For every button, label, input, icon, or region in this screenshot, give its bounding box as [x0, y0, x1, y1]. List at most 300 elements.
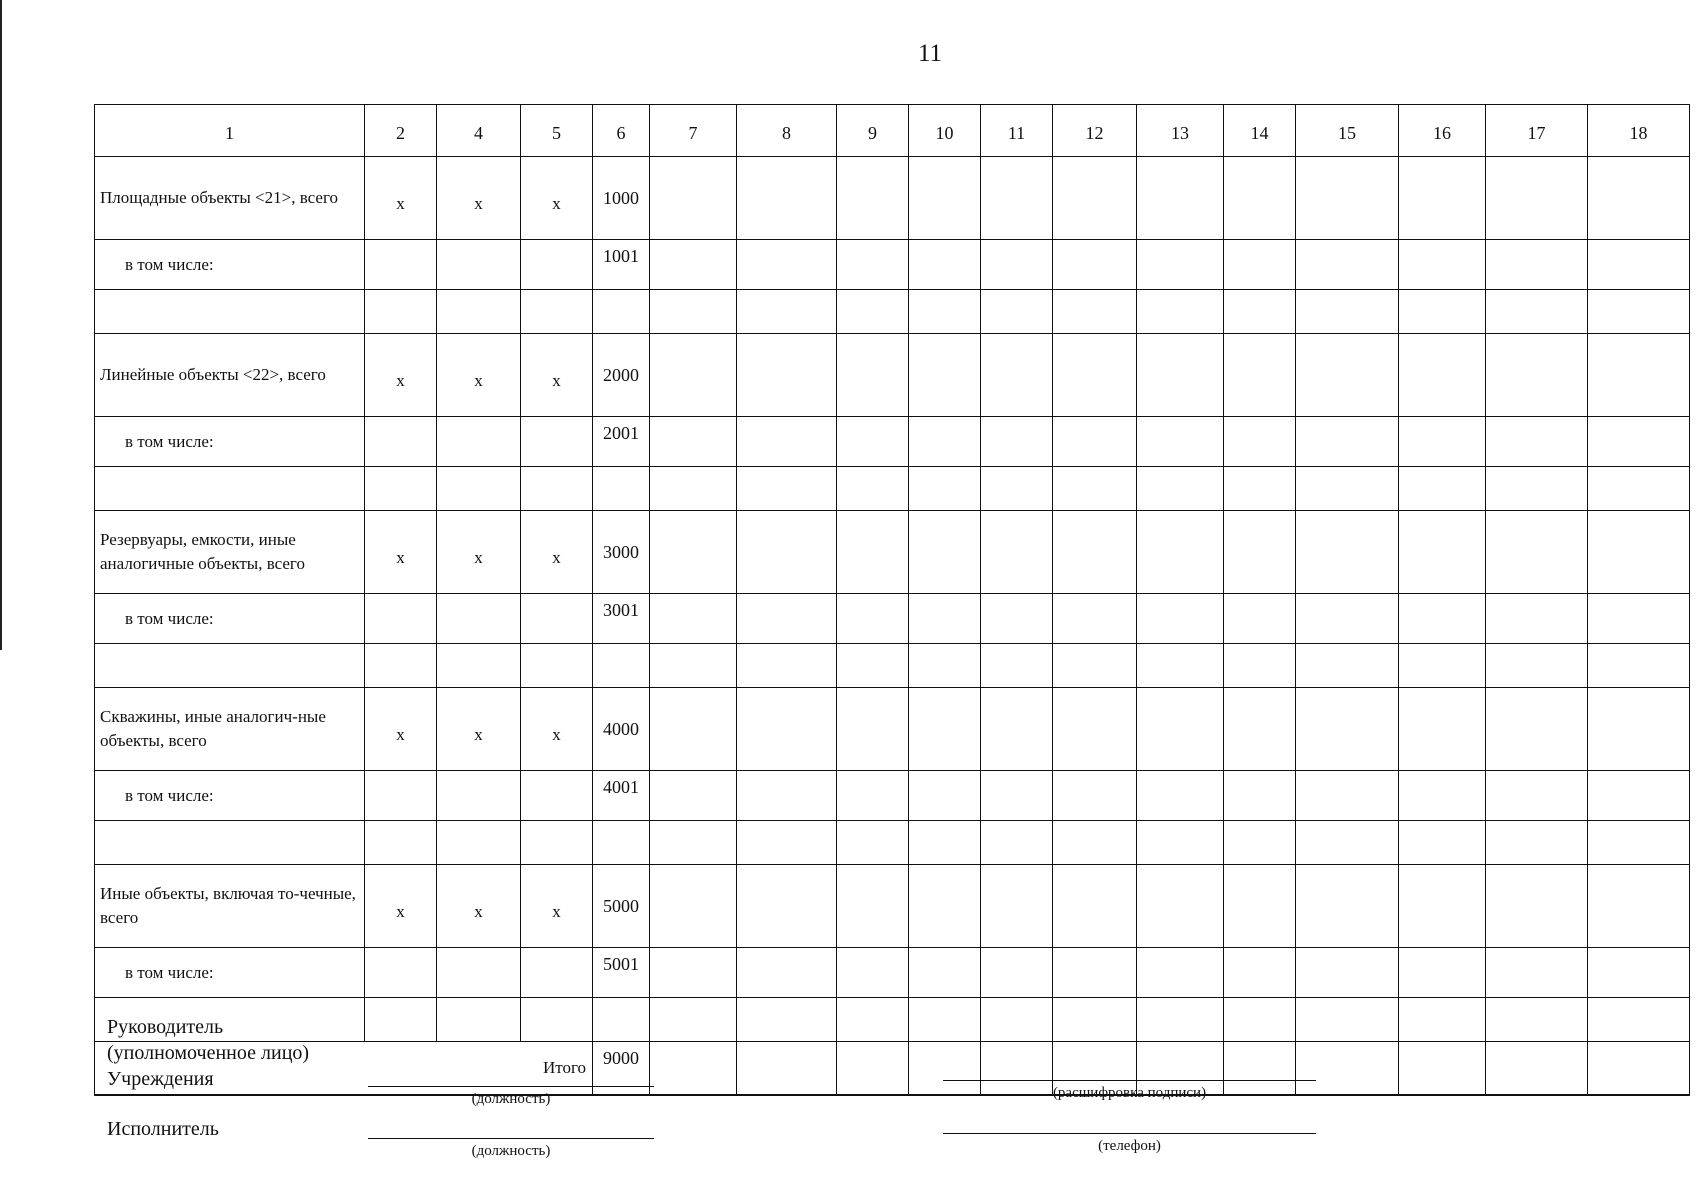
value-cell[interactable]: [1137, 998, 1224, 1042]
value-cell[interactable]: [437, 290, 521, 334]
value-cell[interactable]: [1224, 948, 1296, 998]
value-cell[interactable]: [1224, 771, 1296, 821]
value-cell[interactable]: [437, 240, 521, 290]
position-caption-1: (должность): [471, 1091, 551, 1107]
value-cell[interactable]: [1053, 157, 1137, 240]
value-cell[interactable]: [981, 334, 1053, 417]
value-cell[interactable]: [1224, 821, 1296, 865]
value-cell[interactable]: [837, 998, 909, 1042]
value-cell[interactable]: [1296, 467, 1399, 511]
value-cell[interactable]: [1399, 334, 1486, 417]
blank-label-cell[interactable]: [95, 644, 365, 688]
value-cell[interactable]: [981, 157, 1053, 240]
blank-row: [95, 644, 1690, 688]
x-mark-cell: x: [437, 865, 521, 948]
group-label: Иные объекты, включая то-чечные, всего: [95, 865, 365, 948]
value-cell[interactable]: [521, 998, 593, 1042]
value-cell[interactable]: [1137, 948, 1224, 998]
value-cell[interactable]: [737, 594, 837, 644]
value-cell[interactable]: [650, 771, 737, 821]
value-cell[interactable]: [1399, 771, 1486, 821]
head-label-line-1: Руководитель: [107, 1016, 224, 1038]
value-cell[interactable]: [737, 290, 837, 334]
value-cell[interactable]: [981, 290, 1053, 334]
value-cell[interactable]: [737, 644, 837, 688]
x-mark-cell: x: [437, 334, 521, 417]
value-cell[interactable]: [650, 594, 737, 644]
value-cell[interactable]: [521, 467, 593, 511]
header-cell: 10: [909, 105, 981, 157]
value-cell[interactable]: [521, 417, 593, 467]
header-row: [95, 105, 1690, 157]
left-margin-rule: [0, 0, 2, 650]
head-label-line-3: Учреждения: [107, 1068, 214, 1090]
header-cell: 9: [837, 105, 909, 157]
value-cell[interactable]: [437, 998, 521, 1042]
value-cell[interactable]: [1399, 594, 1486, 644]
value-cell[interactable]: [1486, 1042, 1588, 1096]
row-code: 4000: [593, 688, 650, 771]
value-cell[interactable]: [1224, 467, 1296, 511]
value-cell[interactable]: [521, 948, 593, 998]
value-cell[interactable]: [1399, 290, 1486, 334]
header-cell: 16: [1399, 105, 1486, 157]
value-cell[interactable]: [981, 688, 1053, 771]
value-cell[interactable]: [1399, 240, 1486, 290]
value-cell[interactable]: [1486, 688, 1588, 771]
report-table: [94, 104, 1690, 1096]
value-cell[interactable]: [737, 1042, 837, 1096]
value-cell[interactable]: [1588, 644, 1690, 688]
value-cell[interactable]: [837, 821, 909, 865]
sub-label: в том числе:: [95, 240, 365, 290]
value-cell[interactable]: [521, 821, 593, 865]
value-cell[interactable]: [837, 334, 909, 417]
value-cell[interactable]: [737, 948, 837, 998]
value-cell[interactable]: [981, 998, 1053, 1042]
header-cell: 15: [1296, 105, 1399, 157]
value-cell[interactable]: [737, 865, 837, 948]
value-cell[interactable]: [1224, 290, 1296, 334]
value-cell[interactable]: [365, 467, 437, 511]
value-cell[interactable]: [437, 417, 521, 467]
value-cell[interactable]: [365, 594, 437, 644]
value-cell[interactable]: [650, 467, 737, 511]
value-cell[interactable]: [981, 511, 1053, 594]
header-cell: 2: [365, 105, 437, 157]
value-cell[interactable]: [1053, 998, 1137, 1042]
value-cell[interactable]: [1588, 240, 1690, 290]
value-cell[interactable]: [837, 290, 909, 334]
value-cell[interactable]: [593, 467, 650, 511]
value-cell[interactable]: [650, 417, 737, 467]
value-cell[interactable]: [1296, 644, 1399, 688]
header-cell: 5: [521, 105, 593, 157]
header-cell: 4: [437, 105, 521, 157]
value-cell[interactable]: [837, 157, 909, 240]
value-cell[interactable]: [981, 865, 1053, 948]
value-cell[interactable]: [1399, 417, 1486, 467]
value-cell[interactable]: [1296, 511, 1399, 594]
sub-row-code: 4001: [593, 771, 650, 821]
value-cell[interactable]: [521, 290, 593, 334]
value-cell[interactable]: [1588, 688, 1690, 771]
value-cell[interactable]: [650, 1042, 737, 1096]
value-cell[interactable]: [650, 240, 737, 290]
value-cell[interactable]: [909, 334, 981, 417]
phone-line[interactable]: [943, 1133, 1316, 1134]
value-cell[interactable]: [981, 644, 1053, 688]
x-mark-cell: x: [365, 688, 437, 771]
value-cell[interactable]: [1053, 240, 1137, 290]
group-row: [95, 157, 1690, 240]
blank-label-cell[interactable]: [95, 821, 365, 865]
value-cell[interactable]: [909, 948, 981, 998]
row-code: 5000: [593, 865, 650, 948]
value-cell[interactable]: [981, 594, 1053, 644]
value-cell[interactable]: [1588, 1042, 1690, 1096]
row-code: 1000: [593, 157, 650, 240]
value-cell[interactable]: [1224, 417, 1296, 467]
value-cell[interactable]: [1486, 157, 1588, 240]
x-mark-cell: x: [365, 511, 437, 594]
value-cell[interactable]: [837, 948, 909, 998]
value-cell[interactable]: [737, 157, 837, 240]
header-cell: 1: [95, 105, 365, 157]
sub-row-code: 1001: [593, 240, 650, 290]
value-cell[interactable]: [909, 290, 981, 334]
value-cell[interactable]: [1296, 688, 1399, 771]
total-code: 9000: [593, 1042, 650, 1096]
value-cell[interactable]: [1296, 771, 1399, 821]
header-cell: 18: [1588, 105, 1690, 157]
value-cell[interactable]: [1137, 865, 1224, 948]
value-cell[interactable]: [1588, 290, 1690, 334]
value-cell[interactable]: [437, 594, 521, 644]
value-cell[interactable]: [1486, 644, 1588, 688]
value-cell[interactable]: [837, 594, 909, 644]
position-signature-line-1[interactable]: [368, 1086, 654, 1087]
value-cell[interactable]: [437, 644, 521, 688]
value-cell[interactable]: [1588, 417, 1690, 467]
value-cell[interactable]: [737, 771, 837, 821]
value-cell[interactable]: [737, 688, 837, 771]
value-cell[interactable]: [593, 998, 650, 1042]
value-cell[interactable]: [909, 240, 981, 290]
group-label: Линейные объекты <22>, всего: [95, 334, 365, 417]
value-cell[interactable]: [365, 948, 437, 998]
value-cell[interactable]: [365, 417, 437, 467]
value-cell[interactable]: [593, 644, 650, 688]
value-cell[interactable]: [1224, 240, 1296, 290]
header-cell: 11: [981, 105, 1053, 157]
value-cell[interactable]: [737, 417, 837, 467]
value-cell[interactable]: [593, 821, 650, 865]
header-cell: 7: [650, 105, 737, 157]
blank-row: [95, 821, 1690, 865]
value-cell[interactable]: [1486, 417, 1588, 467]
value-cell[interactable]: [1486, 821, 1588, 865]
value-cell[interactable]: [1486, 467, 1588, 511]
value-cell[interactable]: [1224, 511, 1296, 594]
value-cell[interactable]: [981, 948, 1053, 998]
value-cell[interactable]: [1296, 594, 1399, 644]
value-cell[interactable]: [1137, 417, 1224, 467]
value-cell[interactable]: [1053, 865, 1137, 948]
value-cell[interactable]: [1399, 511, 1486, 594]
value-cell[interactable]: [909, 865, 981, 948]
value-cell[interactable]: [1296, 948, 1399, 998]
value-cell[interactable]: [1588, 998, 1690, 1042]
value-cell[interactable]: [1588, 511, 1690, 594]
head-label: [107, 1014, 309, 1092]
header-cell: 8: [737, 105, 837, 157]
value-cell[interactable]: [837, 688, 909, 771]
value-cell[interactable]: [1399, 998, 1486, 1042]
value-cell[interactable]: [737, 334, 837, 417]
value-cell[interactable]: [365, 290, 437, 334]
value-cell[interactable]: [1224, 594, 1296, 644]
value-cell[interactable]: [1053, 771, 1137, 821]
value-cell[interactable]: [650, 644, 737, 688]
value-cell[interactable]: [1588, 334, 1690, 417]
group-row: [95, 511, 1690, 594]
value-cell[interactable]: [1399, 1042, 1486, 1096]
value-cell[interactable]: [1053, 644, 1137, 688]
x-mark-cell: x: [521, 157, 593, 240]
x-mark-cell: x: [521, 511, 593, 594]
value-cell[interactable]: [1296, 240, 1399, 290]
value-cell[interactable]: [1486, 290, 1588, 334]
row-code: 3000: [593, 511, 650, 594]
value-cell[interactable]: [1137, 240, 1224, 290]
value-cell[interactable]: [650, 157, 737, 240]
blank-label-cell[interactable]: [95, 467, 365, 511]
value-cell[interactable]: [1137, 334, 1224, 417]
value-cell[interactable]: [1053, 688, 1137, 771]
value-cell[interactable]: [1053, 948, 1137, 998]
subtotal-row: [95, 240, 1690, 290]
value-cell[interactable]: [365, 240, 437, 290]
phone-caption: (телефон): [1098, 1138, 1161, 1154]
value-cell[interactable]: [1588, 157, 1690, 240]
value-cell[interactable]: [737, 998, 837, 1042]
value-cell[interactable]: [593, 290, 650, 334]
value-cell[interactable]: [1296, 821, 1399, 865]
value-cell[interactable]: [837, 467, 909, 511]
value-cell[interactable]: [1486, 771, 1588, 821]
value-cell[interactable]: [437, 467, 521, 511]
value-cell[interactable]: [1588, 771, 1690, 821]
value-cell[interactable]: [1224, 688, 1296, 771]
value-cell[interactable]: [1137, 511, 1224, 594]
value-cell[interactable]: [981, 821, 1053, 865]
value-cell[interactable]: [1399, 157, 1486, 240]
value-cell[interactable]: [1399, 865, 1486, 948]
value-cell[interactable]: [909, 688, 981, 771]
value-cell[interactable]: [437, 948, 521, 998]
value-cell[interactable]: [1296, 865, 1399, 948]
value-cell[interactable]: [1399, 948, 1486, 998]
value-cell[interactable]: [650, 290, 737, 334]
value-cell[interactable]: [1399, 644, 1486, 688]
value-cell[interactable]: [837, 771, 909, 821]
value-cell[interactable]: [1224, 998, 1296, 1042]
value-cell[interactable]: [837, 865, 909, 948]
value-cell[interactable]: [1399, 821, 1486, 865]
value-cell[interactable]: [1486, 594, 1588, 644]
subtotal-row: [95, 948, 1690, 998]
value-cell[interactable]: [837, 511, 909, 594]
header-cell: 14: [1224, 105, 1296, 157]
value-cell[interactable]: [837, 240, 909, 290]
value-cell[interactable]: [837, 1042, 909, 1096]
sub-label: в том числе:: [95, 594, 365, 644]
value-cell[interactable]: [1137, 821, 1224, 865]
value-cell[interactable]: [909, 467, 981, 511]
value-cell[interactable]: [1053, 334, 1137, 417]
value-cell[interactable]: [1588, 865, 1690, 948]
header-cell: 13: [1137, 105, 1224, 157]
sub-label: в том числе:: [95, 771, 365, 821]
x-mark-cell: x: [437, 511, 521, 594]
x-mark-cell: x: [521, 334, 593, 417]
value-cell[interactable]: [650, 334, 737, 417]
value-cell[interactable]: [1296, 290, 1399, 334]
value-cell[interactable]: [981, 771, 1053, 821]
blank-row: [95, 290, 1690, 334]
value-cell[interactable]: [1399, 467, 1486, 511]
value-cell[interactable]: [981, 240, 1053, 290]
value-cell[interactable]: [521, 240, 593, 290]
value-cell[interactable]: [1053, 594, 1137, 644]
value-cell[interactable]: [981, 417, 1053, 467]
value-cell[interactable]: [650, 688, 737, 771]
value-cell[interactable]: [981, 467, 1053, 511]
decode-caption: (расшифровка подписи): [1052, 1085, 1207, 1101]
value-cell[interactable]: [1486, 511, 1588, 594]
value-cell[interactable]: [1137, 467, 1224, 511]
value-cell[interactable]: [909, 998, 981, 1042]
group-label: Скважины, иные аналогич-ные объекты, всего: [95, 688, 365, 771]
x-mark-cell: x: [437, 688, 521, 771]
position-signature-line-2[interactable]: [368, 1138, 654, 1139]
value-cell[interactable]: [909, 417, 981, 467]
head-label-line-2: (уполномоченное лицо): [107, 1042, 310, 1064]
x-mark-cell: x: [365, 334, 437, 417]
value-cell[interactable]: [365, 644, 437, 688]
value-cell[interactable]: [1224, 865, 1296, 948]
value-cell[interactable]: [650, 821, 737, 865]
value-cell[interactable]: [1053, 290, 1137, 334]
value-cell[interactable]: [909, 821, 981, 865]
value-cell[interactable]: [1399, 688, 1486, 771]
position-caption-2: (должность): [471, 1143, 551, 1159]
value-cell[interactable]: [1053, 511, 1137, 594]
value-cell[interactable]: [909, 594, 981, 644]
value-cell[interactable]: [1137, 644, 1224, 688]
value-cell[interactable]: [521, 644, 593, 688]
header-cell: 17: [1486, 105, 1588, 157]
value-cell[interactable]: [650, 948, 737, 998]
value-cell[interactable]: [1588, 467, 1690, 511]
value-cell[interactable]: [1137, 594, 1224, 644]
value-cell[interactable]: [1296, 334, 1399, 417]
x-mark-cell: x: [521, 865, 593, 948]
value-cell[interactable]: [437, 771, 521, 821]
value-cell[interactable]: [1053, 417, 1137, 467]
value-cell[interactable]: [1588, 948, 1690, 998]
value-cell[interactable]: [909, 157, 981, 240]
header-cell: 6: [593, 105, 650, 157]
subtotal-row: [95, 594, 1690, 644]
value-cell[interactable]: [837, 417, 909, 467]
page-number: 11: [917, 40, 943, 67]
value-cell[interactable]: [1137, 290, 1224, 334]
value-cell[interactable]: [1588, 821, 1690, 865]
value-cell[interactable]: [737, 467, 837, 511]
value-cell[interactable]: [521, 594, 593, 644]
value-cell[interactable]: [1053, 467, 1137, 511]
group-label: Резервуары, емкости, иные аналогичные объекты, всего: [95, 511, 365, 594]
group-row: [95, 688, 1690, 771]
value-cell[interactable]: [437, 821, 521, 865]
blank-row: [95, 467, 1690, 511]
value-cell[interactable]: [909, 511, 981, 594]
subtotal-row: [95, 771, 1690, 821]
value-cell[interactable]: [1137, 771, 1224, 821]
value-cell[interactable]: [737, 511, 837, 594]
value-cell[interactable]: [650, 998, 737, 1042]
value-cell[interactable]: [1296, 417, 1399, 467]
value-cell[interactable]: [1224, 644, 1296, 688]
value-cell[interactable]: [1486, 865, 1588, 948]
sub-row-code: 3001: [593, 594, 650, 644]
sub-row-code: 2001: [593, 417, 650, 467]
group-label: Площадные объекты <21>, всего: [95, 157, 365, 240]
value-cell[interactable]: [1224, 157, 1296, 240]
value-cell[interactable]: [365, 998, 437, 1042]
value-cell[interactable]: [1486, 240, 1588, 290]
x-mark-cell: x: [365, 157, 437, 240]
value-cell[interactable]: [909, 771, 981, 821]
subtotal-row: [95, 417, 1690, 467]
value-cell[interactable]: [1486, 948, 1588, 998]
value-cell[interactable]: [909, 644, 981, 688]
sub-label: в том числе:: [95, 948, 365, 998]
value-cell[interactable]: [1486, 334, 1588, 417]
value-cell[interactable]: [365, 771, 437, 821]
total-row: [95, 1042, 1690, 1096]
value-cell[interactable]: [1053, 821, 1137, 865]
value-cell[interactable]: [1588, 594, 1690, 644]
value-cell[interactable]: [1137, 157, 1224, 240]
value-cell[interactable]: [1486, 998, 1588, 1042]
decode-signature-line[interactable]: [943, 1080, 1316, 1081]
value-cell[interactable]: [365, 821, 437, 865]
value-cell[interactable]: [837, 644, 909, 688]
value-cell[interactable]: [737, 821, 837, 865]
value-cell[interactable]: [737, 240, 837, 290]
value-cell[interactable]: [650, 511, 737, 594]
blank-label-cell[interactable]: [95, 290, 365, 334]
value-cell[interactable]: [1224, 334, 1296, 417]
value-cell[interactable]: [1296, 998, 1399, 1042]
value-cell[interactable]: [521, 771, 593, 821]
value-cell[interactable]: [1137, 688, 1224, 771]
value-cell[interactable]: [650, 865, 737, 948]
value-cell[interactable]: [1296, 157, 1399, 240]
